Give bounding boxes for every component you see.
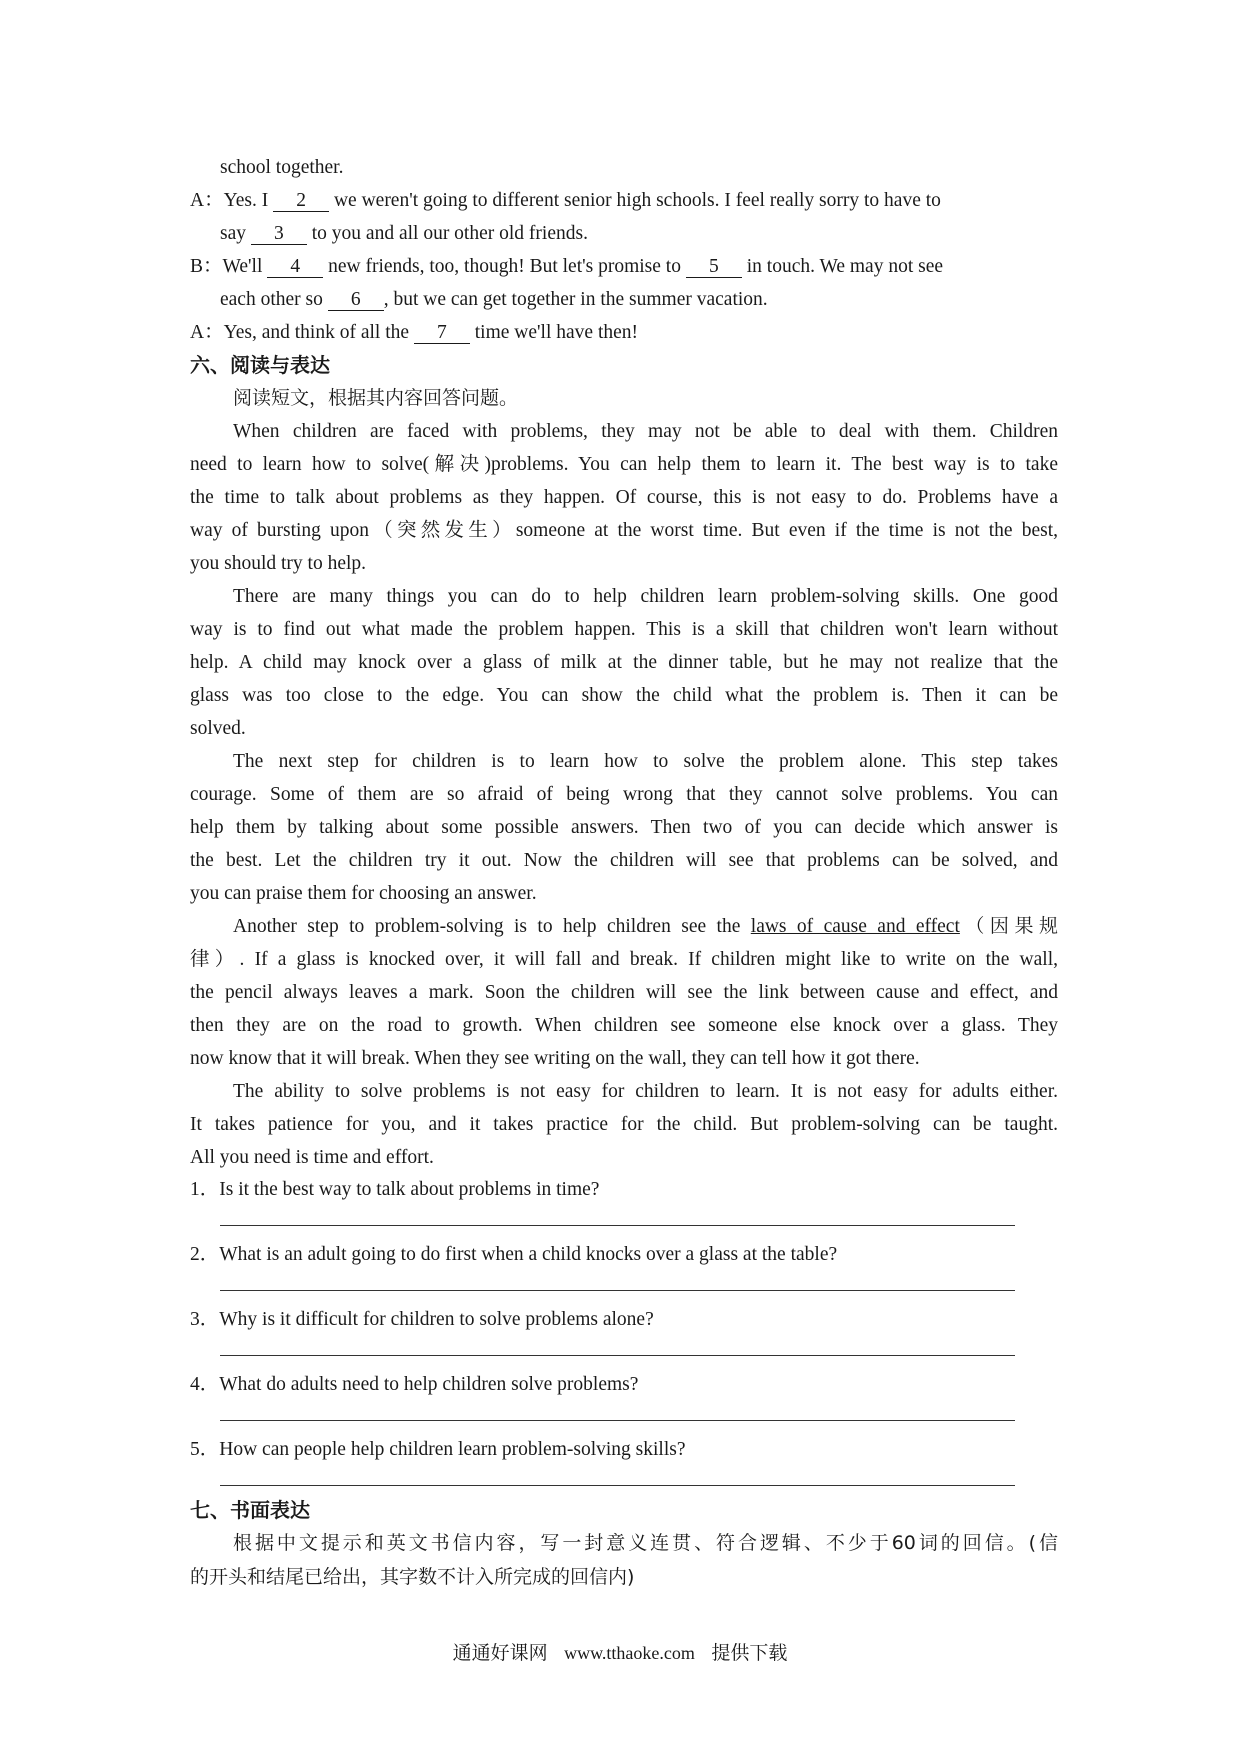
paragraph-3-line: the best. Let the children try it out. Now the children will see that problems can be solved, and [190, 850, 1058, 871]
blank-6[interactable]: 6 [328, 290, 384, 311]
blank-7[interactable]: 7 [414, 323, 470, 344]
paragraph-4-line: then they are on the road to growth. When children see someone else knock over a glass. They [190, 1015, 1058, 1036]
page-footer [0, 1638, 1240, 1665]
speaker-label: A： [190, 190, 224, 211]
answer-line-2[interactable] [220, 1290, 1015, 1291]
paragraph-1-line: need to learn how to solve(解决)problems. You can help them to learn it. The best way is to take [190, 454, 1058, 475]
question-4: 4．What do adults need to help children solve problems? [190, 1374, 639, 1395]
dialogue-b-line: B：We'll 4 new friends, too, though! But let's promise to 5 in touch. We may not see [190, 256, 944, 277]
footer-site-name: 通通好课网 [452, 1642, 548, 1664]
dialogue-b-line-cont: each other so 6 , but we can get together in the summer vacation. [220, 289, 768, 310]
paragraph-3-line: you can praise them for choosing an answer. [190, 883, 537, 904]
speaker-label: A： [190, 322, 224, 343]
paragraph-4-line: Another step to problem-solving is to help children see the laws of cause and effect（因果规 [233, 915, 1058, 937]
paragraph-3-line: help them by talking about some possible answers. Then two of you can decide which answer is [190, 817, 1058, 838]
paragraph-4-line: 律）. If a glass is knocked over, it will fall and break. If children might like to write on the wall, [190, 949, 1058, 970]
section-7-instruction-line: 根据中文提示和英文书信内容，写一封意义连贯、符合逻辑、不少于60词的回信。(信 [233, 1532, 1058, 1554]
paragraph-1-line: you should try to help. [190, 553, 367, 574]
section-6-instruction: 阅读短文，根据其内容回答问题。 [233, 387, 519, 409]
paragraph-2-line: way is to find out what made the problem happen. This is a skill that children won't learn without [190, 619, 1058, 640]
paragraph-4-line: now know that it will break. When they see writing on the wall, they can tell how it got there. [190, 1048, 920, 1069]
paragraph-2-line: glass was too close to the edge. You can show the child what the problem is. Then it can be [190, 685, 1058, 706]
paragraph-1-line: the time to talk about problems as they happen. Of course, this is not easy to do. Problems have a [190, 487, 1058, 508]
dialogue-a-line-2: A：Yes, and think of all the 7 time we'll have then! [190, 322, 639, 343]
paragraph-2-line: help. A child may knock over a glass of milk at the dinner table, but he may not realize that the [190, 652, 1058, 673]
section-7-instruction-line: 的开头和结尾已给出，其字数不计入所完成的回信内) [190, 1566, 635, 1588]
paragraph-1-line: When children are faced with problems, they may not be able to deal with them. Children [233, 421, 1058, 442]
paragraph-5-line: All you need is time and effort. [190, 1147, 434, 1168]
paragraph-5-line: The ability to solve problems is not easy for children to learn. It is not easy for adults either. [233, 1081, 1058, 1102]
blank-3[interactable]: 3 [251, 224, 307, 245]
speaker-label: B： [190, 256, 223, 277]
answer-line-1[interactable] [220, 1225, 1015, 1226]
dialogue-a-line: A：Yes. I 2 we weren't going to different senior high schools. I feel really sorry to have to [190, 190, 941, 211]
blank-4[interactable]: 4 [267, 257, 323, 278]
question-5: 5．How can people help children learn problem-solving skills? [190, 1439, 686, 1460]
paragraph-3-line: courage. Some of them are so afraid of being wrong that they cannot solve problems. You can [190, 784, 1058, 805]
section-7-title: 七、书面表达 [190, 1498, 310, 1522]
paragraph-1-line: way of bursting upon（突然发生）someone at the worst time. But even if the time is not the best, [190, 520, 1058, 541]
question-2: 2．What is an adult going to do first when a child knocks over a glass at the table? [190, 1244, 838, 1265]
question-1: 1．Is it the best way to talk about problems in time? [190, 1179, 600, 1200]
underlined-term: laws of cause and effect [750, 916, 960, 937]
dialogue-a-line-cont: say 3 to you and all our other old friends. [220, 223, 588, 244]
question-3: 3．Why is it difficult for children to solve problems alone? [190, 1309, 654, 1330]
footer-suffix: 提供下载 [711, 1642, 788, 1664]
section-6-title: 六、阅读与表达 [190, 353, 330, 377]
paragraph-3-line: The next step for children is to learn how to solve the problem alone. This step takes [233, 751, 1058, 772]
blank-5[interactable]: 5 [686, 257, 742, 278]
blank-2[interactable]: 2 [273, 191, 329, 212]
paragraph-2-line: There are many things you can do to help children learn problem-solving skills. One good [233, 586, 1058, 607]
footer-url[interactable]: www.tthaoke.com [564, 1643, 695, 1663]
answer-line-5[interactable] [220, 1485, 1015, 1486]
paragraph-2-line: solved. [190, 718, 246, 739]
answer-line-3[interactable] [220, 1355, 1015, 1356]
dialogue-line: school together. [220, 157, 344, 178]
paragraph-5-line: It takes patience for you, and it takes practice for the child. But problem-solving can be taught. [190, 1114, 1058, 1135]
answer-line-4[interactable] [220, 1420, 1015, 1421]
paragraph-4-line: the pencil always leaves a mark. Soon the children will see the link between cause and effect, and [190, 982, 1058, 1003]
